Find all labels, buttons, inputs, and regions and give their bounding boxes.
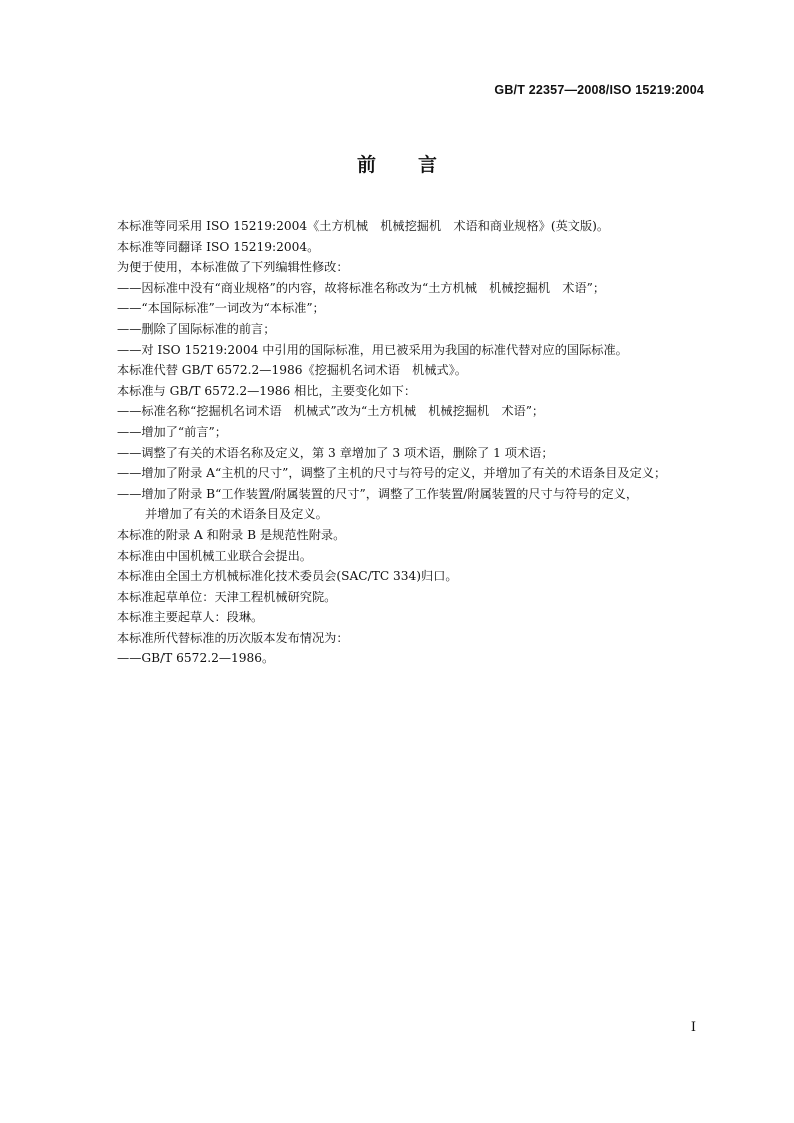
paragraph-line: 本标准的附录 A 和附录 B 是规范性附录。: [117, 527, 346, 542]
paragraph-line: 本标准与 GB/T 6572.2—1986 相比，主要变化如下：: [117, 383, 417, 398]
paragraph-line: 本标准代替 GB/T 6572.2—1986《挖掘机名词术语 机械式》。: [117, 363, 467, 378]
paragraph-line: 本标准起草单位：天津工程机械研究院。: [117, 589, 337, 604]
paragraph-line: 本标准等同采用 ISO 15219:2004《土方机械 机械挖掘机 术语和商业规格》(英文版)。: [117, 219, 610, 233]
list-item: ——增加了附录 A“主机的尺寸”，调整了主机的尺寸与符号的定义，并增加了有关的术语条目及定义；: [117, 466, 667, 481]
foreword-body: [117, 216, 717, 669]
list-item: ——因标准中没有“商业规格”的内容，故将标准名称改为“土方机械 机械挖掘机 术语”；: [117, 280, 606, 295]
page-number: I: [690, 1020, 696, 1035]
paragraph-line: 本标准等同翻译 ISO 15219:2004。: [117, 239, 320, 254]
list-item: ——增加了附录 B“工作装置/附属装置的尺寸”，调整了工作装置/附属装置的尺寸与符号的定义，: [117, 486, 639, 501]
list-item-continuation: 并增加了有关的术语条目及定义。: [145, 507, 328, 522]
page-title: 前言: [356, 154, 479, 176]
paragraph-line: 本标准所代替标准的历次版本发布情况为：: [117, 630, 349, 645]
paragraph-line: 本标准主要起草人：段琳。: [117, 610, 264, 625]
list-item: ——标准名称“挖掘机名词术语 机械式”改为“土方机械 机械挖掘机 术语”；: [117, 404, 545, 419]
list-item: ——GB/T 6572.2—1986。: [117, 651, 275, 666]
list-item: ——“本国际标准”一词改为“本标准”；: [117, 301, 325, 316]
paragraph-line: 本标准由中国机械工业联合会提出。: [117, 548, 312, 563]
paragraph-line: 本标准由全国土方机械标准化技术委员会(SAC/TC 334)归口。: [117, 569, 458, 584]
list-item: ——增加了“前言”；: [117, 424, 227, 439]
standard-number-header: GB/T 22357—2008/ISO 15219:2004: [494, 83, 704, 97]
paragraph-line: 为便于使用，本标准做了下列编辑性修改：: [117, 260, 349, 275]
list-item: ——对 ISO 15219:2004 中引用的国际标准，用已被采用为我国的标准代替对应的国际标准。: [117, 342, 628, 357]
list-item: ——调整了有关的术语名称及定义，第 3 章增加了 3 项术语，删除了 1 项术语；: [117, 445, 554, 460]
list-item: ——删除了国际标准的前言；: [117, 321, 276, 336]
